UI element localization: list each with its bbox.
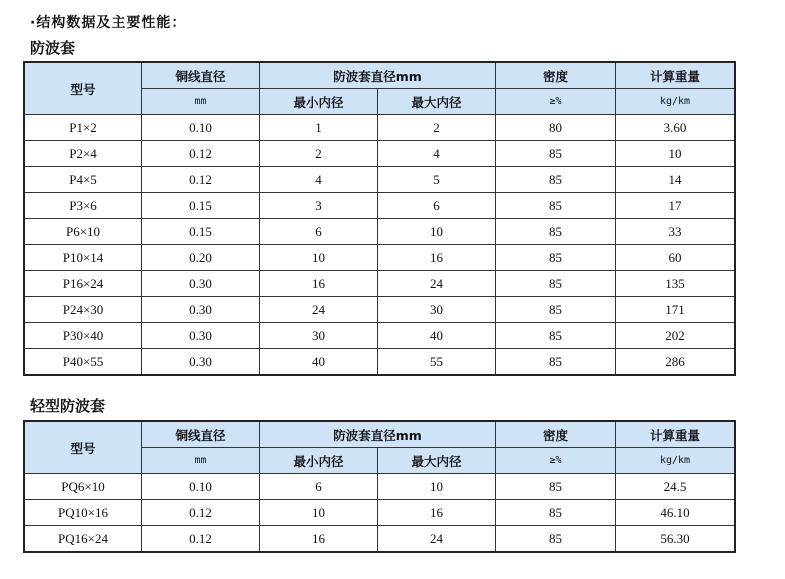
header-min-inner: 最小内径: [260, 89, 378, 115]
cell-density: 85: [496, 219, 616, 245]
cell-model: P3×6: [25, 193, 142, 219]
table-row: [25, 297, 735, 323]
cell-min-inner: 4: [260, 167, 378, 193]
cell-min-inner: 2: [260, 141, 378, 167]
cell-density: 85: [496, 323, 616, 349]
cell-min-inner: 40: [260, 349, 378, 375]
table-row: [25, 193, 735, 219]
header-weight: 计算重量: [616, 422, 735, 448]
table-row: [25, 526, 735, 552]
header-sleeve-diameter: 防波套直径mm: [260, 422, 496, 448]
cell-weight: 135: [616, 271, 735, 297]
cell-min-inner: 1: [260, 115, 378, 141]
cell-weight: 24.5: [616, 474, 735, 500]
cell-min-inner: 10: [260, 500, 378, 526]
cell-wire-diameter: 0.10: [142, 115, 260, 141]
cell-density: 85: [496, 271, 616, 297]
cell-weight: 17: [616, 193, 735, 219]
header-wire-diameter: 铜线直径: [142, 63, 260, 89]
table-row: [25, 167, 735, 193]
cell-min-inner: 16: [260, 271, 378, 297]
cell-weight: 202: [616, 323, 735, 349]
cell-model: PQ16×24: [25, 526, 142, 552]
table-row: [25, 349, 735, 375]
cell-min-inner: 30: [260, 323, 378, 349]
cell-density: 85: [496, 245, 616, 271]
cell-wire-diameter: 0.15: [142, 193, 260, 219]
table-row: [25, 474, 735, 500]
cell-weight: 286: [616, 349, 735, 375]
header-wire-unit: mm: [142, 89, 260, 115]
cell-weight: 46.10: [616, 500, 735, 526]
cell-max-inner: 40: [378, 323, 496, 349]
cell-model: P6×10: [25, 219, 142, 245]
cell-wire-diameter: 0.12: [142, 167, 260, 193]
cell-model: PQ10×16: [25, 500, 142, 526]
cell-max-inner: 55: [378, 349, 496, 375]
spec-table-standard: [24, 62, 735, 375]
cell-weight: 10: [616, 141, 735, 167]
header-wire-diameter: 铜线直径: [142, 422, 260, 448]
cell-density: 85: [496, 141, 616, 167]
cell-max-inner: 4: [378, 141, 496, 167]
cell-density: 85: [496, 297, 616, 323]
cell-model: P4×5: [25, 167, 142, 193]
cell-density: 85: [496, 500, 616, 526]
cell-wire-diameter: 0.30: [142, 323, 260, 349]
table-title-standard: 防波套: [30, 39, 76, 57]
cell-wire-diameter: 0.20: [142, 245, 260, 271]
cell-max-inner: 16: [378, 500, 496, 526]
cell-max-inner: 10: [378, 219, 496, 245]
table-row: [25, 115, 735, 141]
cell-max-inner: 24: [378, 526, 496, 552]
cell-wire-diameter: 0.12: [142, 500, 260, 526]
header-min-inner: 最小内径: [260, 448, 378, 474]
header-weight-unit: kg/km: [616, 89, 735, 115]
cell-wire-diameter: 0.12: [142, 141, 260, 167]
header-density-unit: ≥%: [496, 89, 616, 115]
cell-density: 85: [496, 474, 616, 500]
cell-min-inner: 16: [260, 526, 378, 552]
header-wire-unit: mm: [142, 448, 260, 474]
cell-max-inner: 6: [378, 193, 496, 219]
header-max-inner: 最大内径: [378, 89, 496, 115]
cell-model: P30×40: [25, 323, 142, 349]
cell-wire-diameter: 0.30: [142, 349, 260, 375]
header-density-unit: ≥%: [496, 448, 616, 474]
header-weight: 计算重量: [616, 63, 735, 89]
cell-model: P2×4: [25, 141, 142, 167]
cell-weight: 56.30: [616, 526, 735, 552]
cell-min-inner: 6: [260, 474, 378, 500]
cell-density: 85: [496, 526, 616, 552]
cell-model: P40×55: [25, 349, 142, 375]
header-weight-unit: kg/km: [616, 448, 735, 474]
cell-model: P16×24: [25, 271, 142, 297]
cell-weight: 60: [616, 245, 735, 271]
cell-wire-diameter: 0.15: [142, 219, 260, 245]
header-model: 型号: [25, 63, 142, 115]
cell-density: 85: [496, 193, 616, 219]
cell-density: 85: [496, 167, 616, 193]
table-row: [25, 500, 735, 526]
cell-weight: 14: [616, 167, 735, 193]
header-model: 型号: [25, 422, 142, 474]
cell-max-inner: 10: [378, 474, 496, 500]
cell-model: P24×30: [25, 297, 142, 323]
header-max-inner: 最大内径: [378, 448, 496, 474]
table-row: [25, 271, 735, 297]
cell-weight: 3.60: [616, 115, 735, 141]
cell-density: 80: [496, 115, 616, 141]
cell-wire-diameter: 0.10: [142, 474, 260, 500]
cell-min-inner: 3: [260, 193, 378, 219]
cell-max-inner: 16: [378, 245, 496, 271]
header-density: 密度: [496, 63, 616, 89]
cell-model: PQ6×10: [25, 474, 142, 500]
cell-max-inner: 24: [378, 271, 496, 297]
cell-max-inner: 30: [378, 297, 496, 323]
cell-wire-diameter: 0.12: [142, 526, 260, 552]
cell-min-inner: 10: [260, 245, 378, 271]
cell-density: 85: [496, 349, 616, 375]
section-heading: ·结构数据及主要性能：: [30, 15, 187, 31]
table-row: [25, 219, 735, 245]
header-sleeve-diameter: 防波套直径mm: [260, 63, 496, 89]
cell-max-inner: 2: [378, 115, 496, 141]
cell-model: P10×14: [25, 245, 142, 271]
table-title-light: 轻型防波套: [30, 397, 106, 415]
table-row: [25, 245, 735, 271]
cell-min-inner: 6: [260, 219, 378, 245]
cell-max-inner: 5: [378, 167, 496, 193]
cell-wire-diameter: 0.30: [142, 297, 260, 323]
cell-weight: 171: [616, 297, 735, 323]
cell-model: P1×2: [25, 115, 142, 141]
table-row: [25, 141, 735, 167]
header-density: 密度: [496, 422, 616, 448]
cell-min-inner: 24: [260, 297, 378, 323]
spec-table-light: [24, 421, 735, 552]
table-row: [25, 323, 735, 349]
cell-wire-diameter: 0.30: [142, 271, 260, 297]
cell-weight: 33: [616, 219, 735, 245]
